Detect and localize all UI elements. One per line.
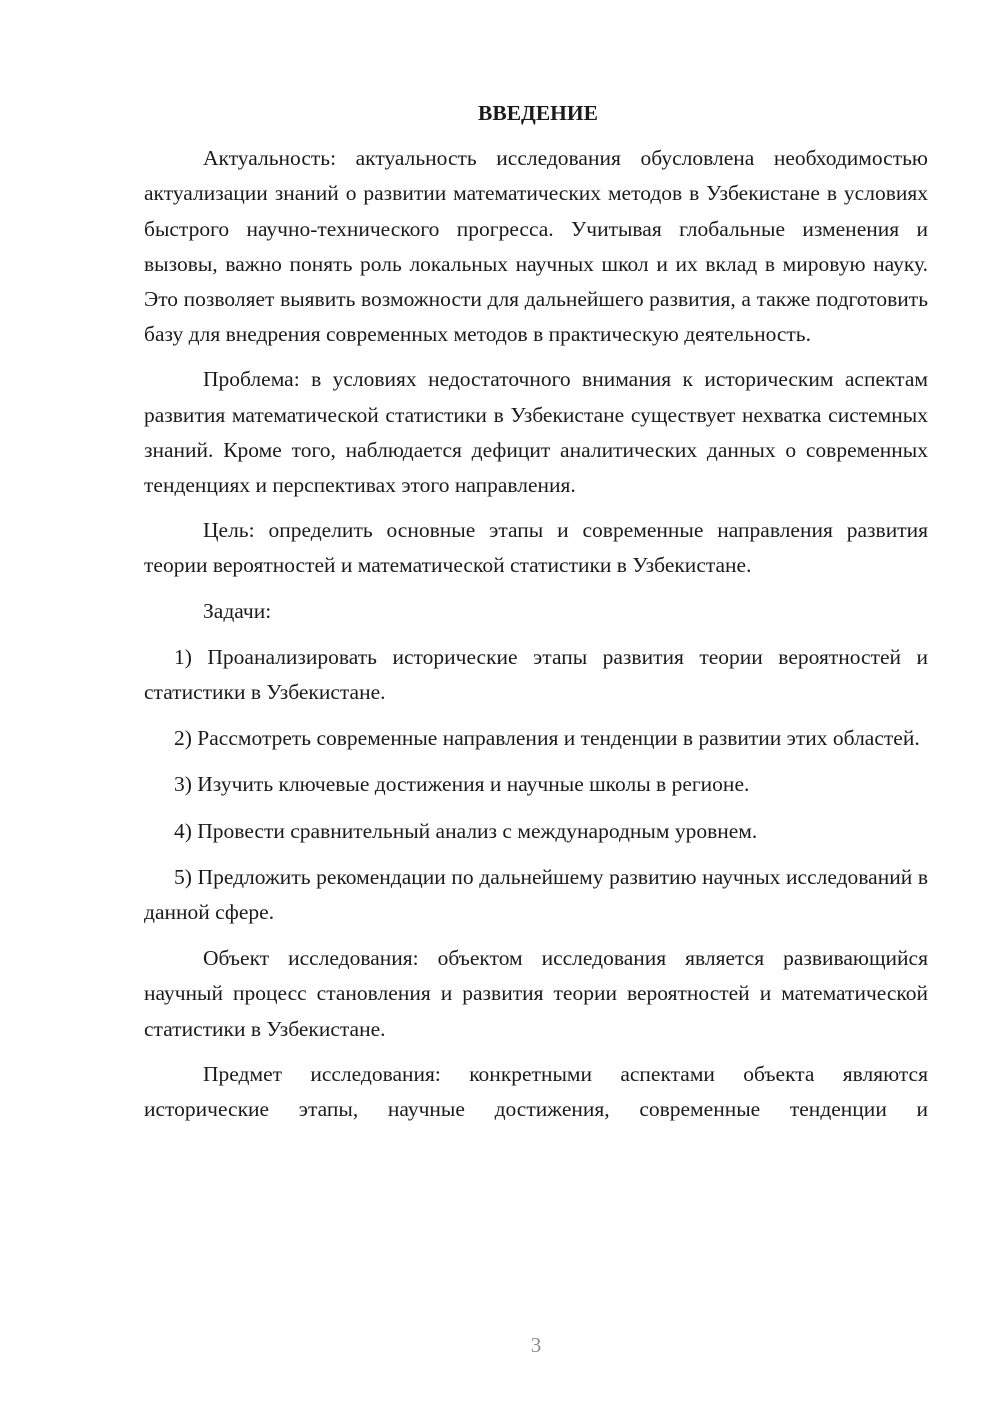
task-item-2: 2) Рассмотреть современные направления и тенденции в развитии этих областей.	[174, 726, 920, 751]
task-item-4: 4) Провести сравнительный анализ с международным уровнем.	[174, 818, 758, 843]
task-item-3: 3) Изучить ключевые достижения и научные школы в регионе.	[174, 772, 750, 797]
paragraph-object: Объект исследования: объектом исследования является развивающийся научный процесс становления и развития теории вероятностей и математической статистики в Узбекистане.	[144, 946, 928, 1041]
tasks-label: Задачи:	[203, 598, 272, 623]
paragraph-problem: Проблема: в условиях недостаточного внимания к историческим аспектам развития математической статистики в Узбекистане существует нехватка системных знаний. Кроме того, наблюдается дефицит аналитических данных о современных тенденциях и перспективах этого направления.	[144, 367, 928, 498]
paragraph-goal: Цель: определить основные этапы и современные направления развития теории вероятностей и математической статистики в Узбекистане.	[144, 518, 928, 578]
paragraph-subject: Предмет исследования: конкретными аспектами объекта являются исторические этапы, научные достижения, современные тенденции и	[144, 1061, 928, 1122]
paragraph-relevance: Актуальность: актуальность исследования обусловлена необходимостью актуализации знаний о развитии математических методов в Узбекистане в условиях быстрого научно-технического прогресса. Учитывая глобальные изменения и вызовы, важно понять роль локальных научных школ и их вклад в мировую науку. Это позволяет выявить возможности для дальнейшего развития, а также подготовить базу для внедрения современных методов в практическую деятельность.	[144, 146, 928, 347]
task-item-5: 5) Предложить рекомендации по дальнейшему развитию научных исследований в данной сфере.	[144, 864, 928, 925]
document-body	[144, 96, 928, 1137]
page-number: 3	[530, 1333, 542, 1357]
section-heading: ВВЕДЕНИЕ	[478, 101, 598, 125]
task-item-1: 1) Проанализировать исторические этапы развития теории вероятностей и статистики в Узбекистане.	[144, 644, 928, 705]
